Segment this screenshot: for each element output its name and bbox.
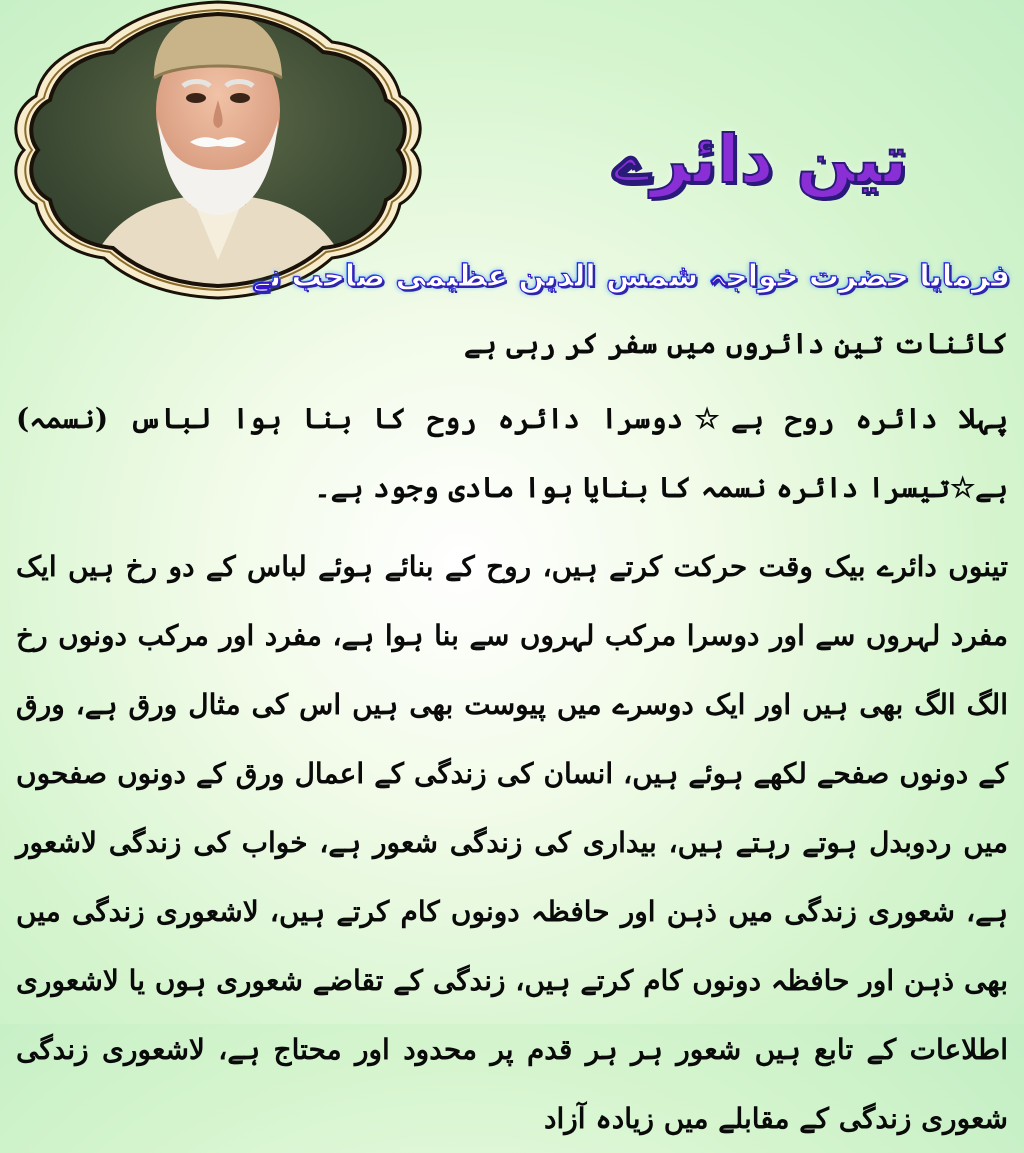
article-paragraph-3: تینوں دائرے بیک وقت حرکت کرتے ہیں، روح کے بنائے ہوئے لباس کے دو رخ ہیں ایک مفرد لہروں سے اور دوسرا مرکب لہروں سے بنا ہوا ہے، مفرد اور مرکب دونوں رخ الگ الگ بھی ہیں اور ایک دوسرے میں پیوست بھی ہیں اس کی مثال ورق ہے، ورق کے دونوں صفحے لکھے ہوئے ہیں، انسان کی زندگی کے اعمال ورق کے دونوں صفحوں میں ردوبدل ہوتے رہتے ہیں، بیداری کی زندگی شعور ہے، خواب کی زندگی لاشعور ہے، شعوری زندگی میں ذہن اور حافظہ دونوں کام کرتے ہیں، لاشعوری زندگی میں بھی ذہن اور حافظہ دونوں کام کرتے ہیں، زندگی کے تقاضے شعوری ہوں یا لاشعوری اطلاعات کے تابع ہیں شعور ہر ہر قدم پر محدود اور محتاج ہے، لاشعوری زندگی شعوری زندگی کے مقابلے میں زیادہ آزاد [16, 550, 1008, 1135]
article-body [16, 318, 1008, 1135]
article-paragraph-2: پہلا دائرہ روح ہے☆دوسرا دائرہ روح کا بنا ہوا لباس (نسمہ) ہے☆تیسرا دائرہ نسمہ کا بنایا ہوا مادی وجود ہے۔ [16, 402, 1008, 504]
article-paragraph-1: کائنات تین دائروں میں سفر کر رہی ہے [463, 327, 1008, 360]
page-title: تین دائرے [612, 121, 908, 198]
attribution-subtitle: فرمایا حضرت خواجہ شمس الدین عظیمی صاحب نے [252, 259, 1010, 294]
